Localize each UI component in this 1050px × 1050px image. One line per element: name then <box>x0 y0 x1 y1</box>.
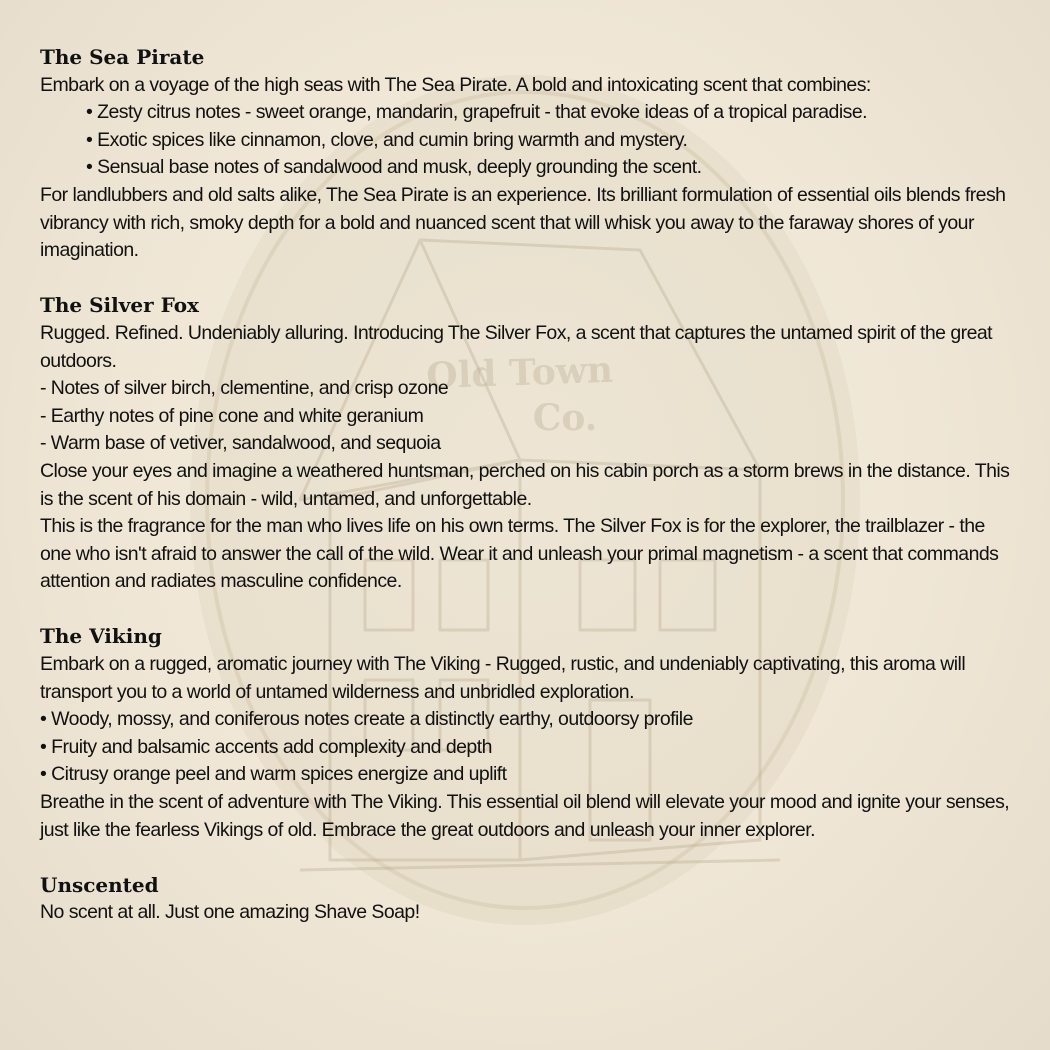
section-viking <box>40 623 1020 844</box>
bullet-item: • Citrusy orange peel and warm spices energize and uplift <box>40 763 507 786</box>
section-body: For landlubbers and old salts alike, The Sea Pirate is an experience. Its brilliant formulation of essential oils blends fresh vibrancy with rich, smoky depth for a bold and nuanced scent that will whisk you away to the faraway shores of your imagination. <box>40 183 1006 262</box>
section-title: Unscented <box>40 872 159 897</box>
bullet-item: • Fruity and balsamic accents add complexity and depth <box>40 735 492 758</box>
section-intro: Embark on a rugged, aromatic journey with The Viking - Rugged, rustic, and undeniably captivating, this aroma will transport you to a world of untamed wilderness and unbridled exploration. <box>40 653 966 703</box>
watermark-line2: Co. <box>532 397 598 439</box>
section-body: Close your eyes and imagine a weathered huntsman, perched on his cabin porch as a storm brews in the distance. This is the scent of his domain - wild, untamed, and unforgettable. <box>40 459 1010 510</box>
bullet-item: - Notes of silver birch, clementine, and crisp ozone <box>40 377 449 400</box>
section-body: This is the fragrance for the man who lives life on his own terms. The Silver Fox is for the explorer, the trailblazer - the one who isn't afraid to answer the call of the wild. Wear it and unleash your primal magnetism - a scent that commands attention and radiates masculine confidence. <box>40 515 999 593</box>
bullet-item: • Sensual base notes of sandalwood and musk, deeply grounding the scent. <box>86 156 702 179</box>
section-intro: No scent at all. Just one amazing Shave Soap! <box>40 901 420 924</box>
watermark-line1: Old Town <box>425 348 614 398</box>
scent-descriptions <box>40 44 1020 927</box>
section-unscented <box>40 872 1020 927</box>
bullet-item: - Warm base of vetiver, sandalwood, and sequoia <box>40 432 441 455</box>
section-title: The Sea Pirate <box>40 45 205 69</box>
bullet-item: • Zesty citrus notes - sweet orange, mandarin, grapefruit - that evoke ideas of a tropical paradise. <box>86 101 867 124</box>
section-sea-pirate <box>40 44 1020 265</box>
bullet-item: - Earthy notes of pine cone and white geranium <box>40 404 424 427</box>
section-intro: Rugged. Refined. Undeniably alluring. Introducing The Silver Fox, a scent that captures the untamed spirit of the great outdoors. <box>40 321 993 372</box>
section-body: Breathe in the scent of adventure with The Viking. This essential oil blend will elevate your mood and ignite your senses, just like the fearless Vikings of old. Embrace the great outdoors and unleash your inner explorer. <box>40 791 1010 841</box>
bullet-item: • Woody, mossy, and coniferous notes create a distinctly earthy, outdoorsy profile <box>40 708 693 731</box>
section-intro: Embark on a voyage of the high seas with The Sea Pirate. A bold and intoxicating scent that combines: <box>40 73 871 96</box>
section-silver-fox <box>40 292 1020 596</box>
section-title: The Viking <box>40 624 162 649</box>
section-title: The Silver Fox <box>40 293 199 318</box>
bullet-item: • Exotic spices like cinnamon, clove, and cumin bring warmth and mystery. <box>86 128 688 151</box>
